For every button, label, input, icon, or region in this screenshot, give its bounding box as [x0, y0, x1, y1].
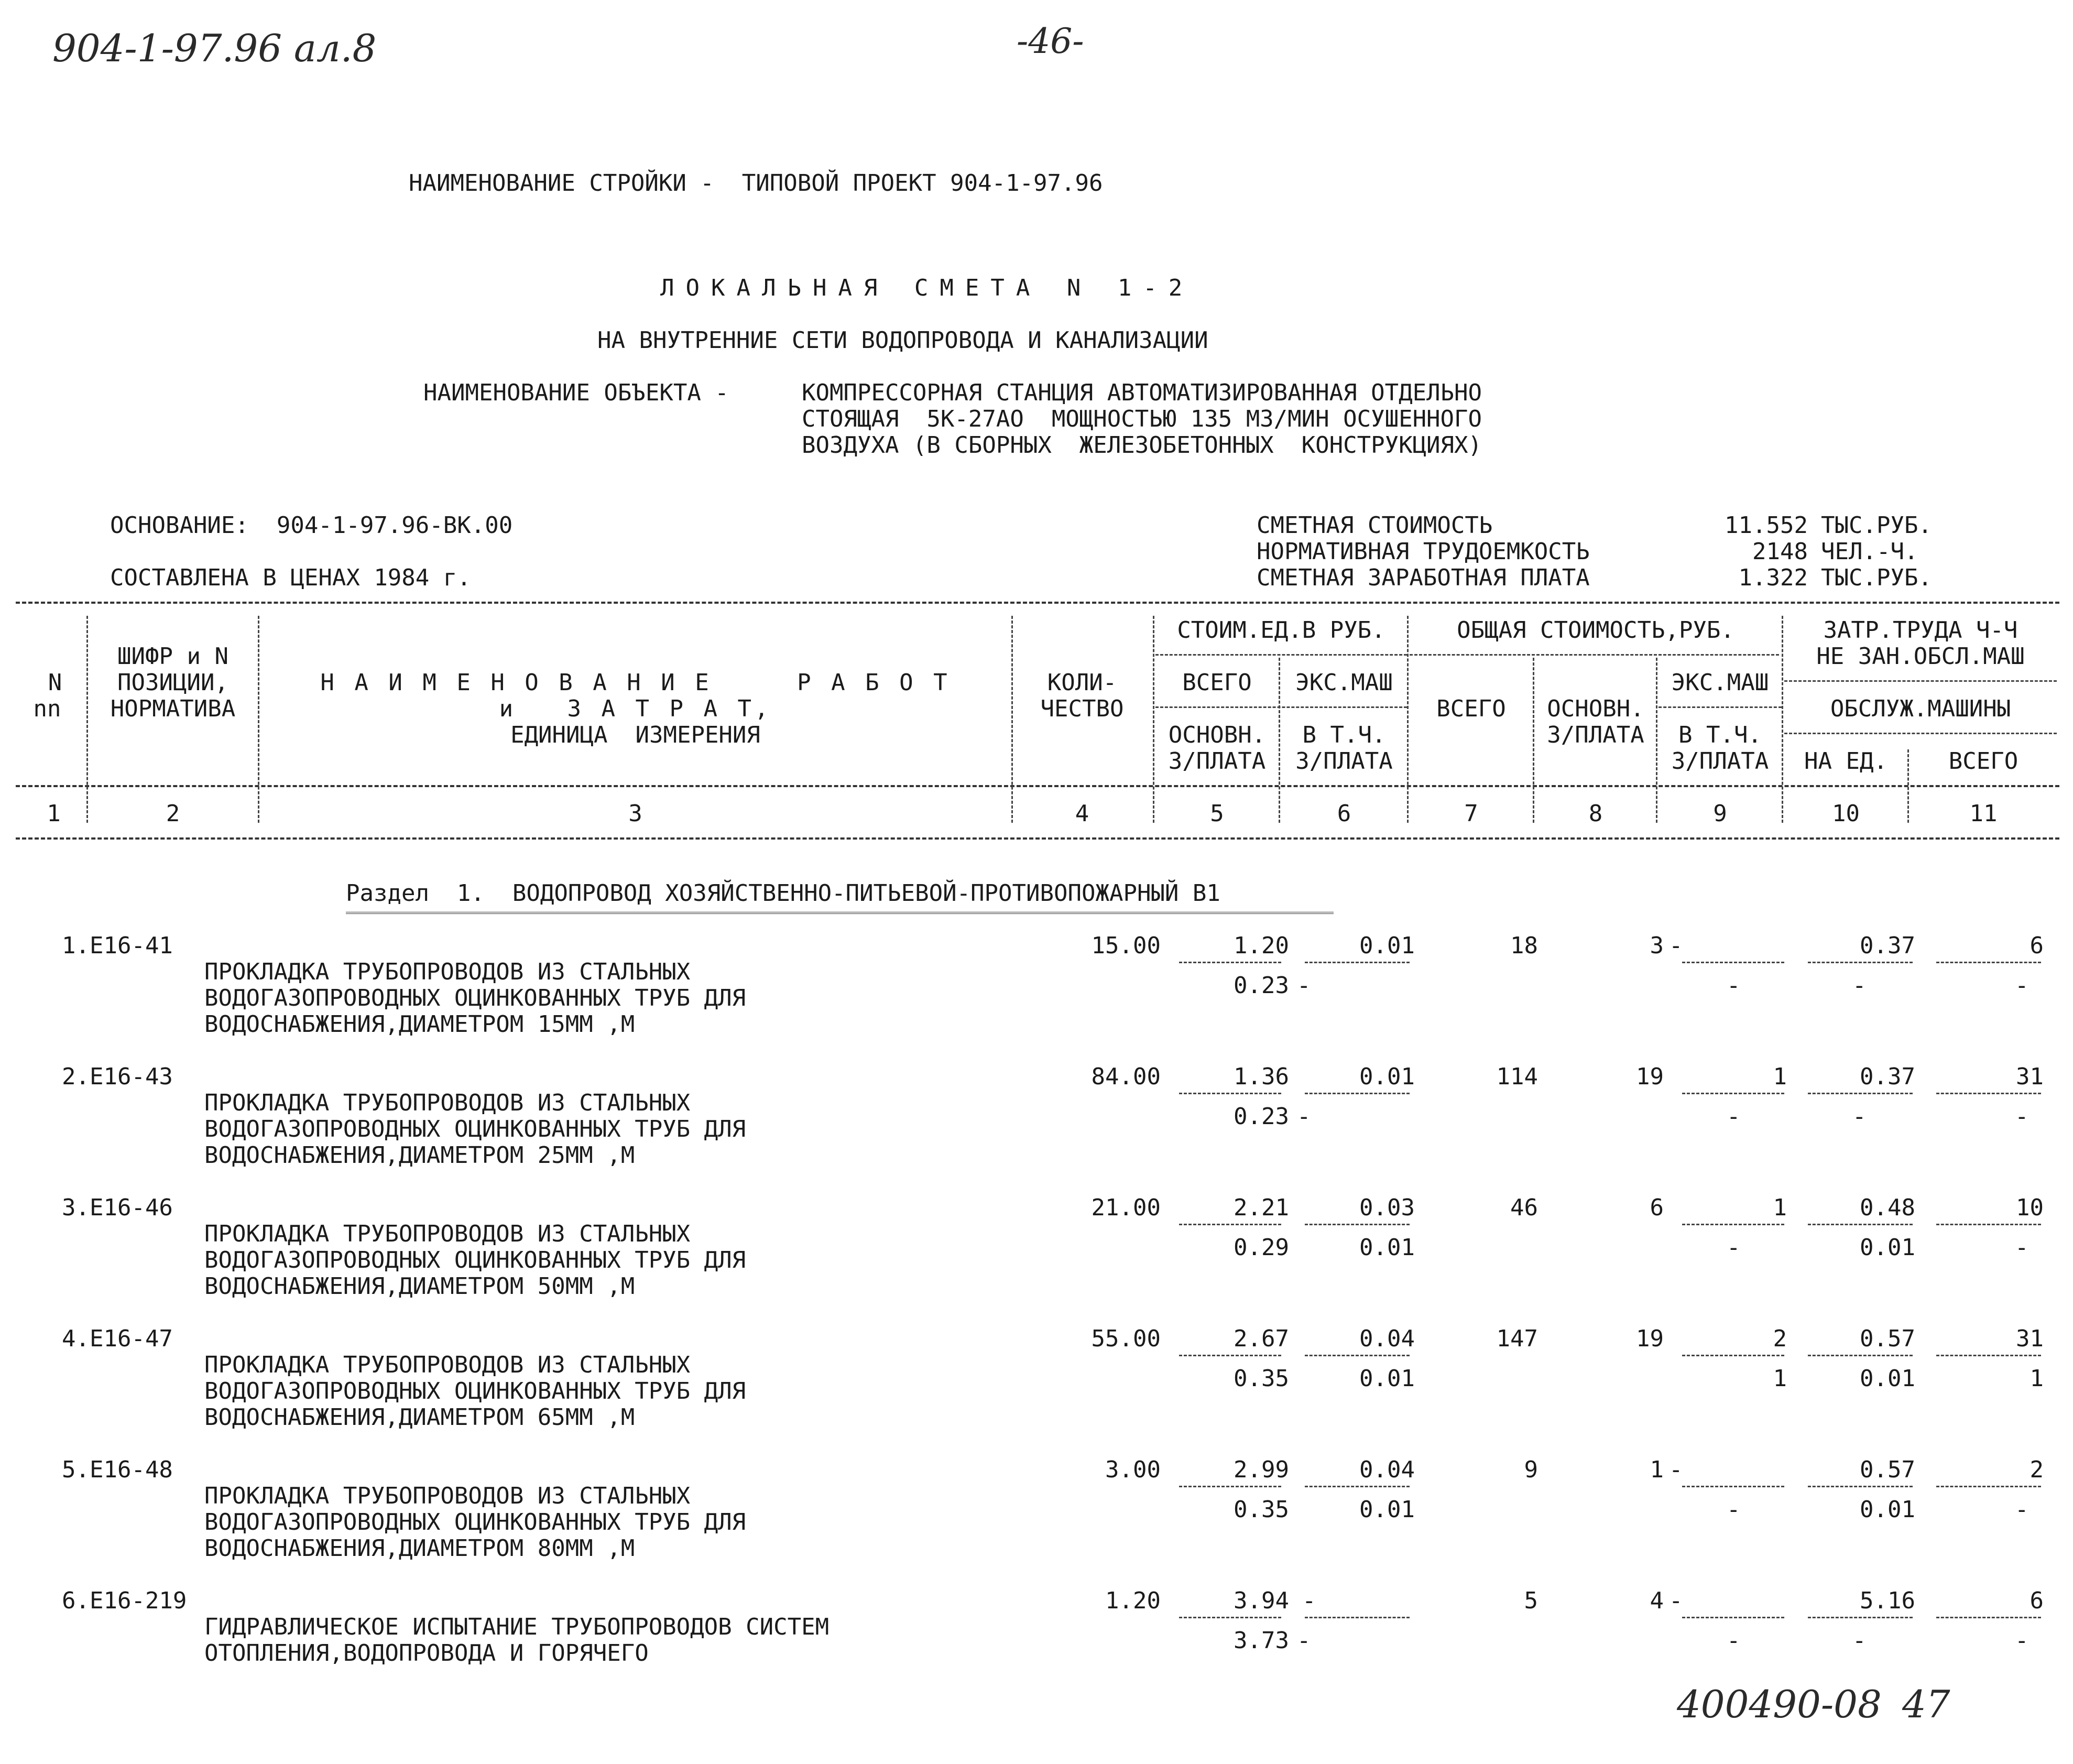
object-line-1: КОМПРЕССОРНАЯ СТАНЦИЯ АВТОМАТИЗИРОВАННАЯ ОТДЕЛЬНО: [802, 379, 1482, 406]
col-separator: [1907, 749, 1909, 823]
fraction-rule: [1936, 1486, 2041, 1487]
cell-unit-mach: -: [1302, 1587, 1316, 1614]
col-number: 7: [1464, 800, 1478, 827]
cell-unit-mach-wage: -: [1297, 972, 1311, 999]
col-separator: [1153, 616, 1154, 823]
cell-wage: 1: [1650, 1456, 1664, 1483]
col3-header: Н А И М Е Н О В А Н И Е Р А Б О Т: [320, 669, 951, 696]
cell-unit-wage: 0.35: [1234, 1496, 1289, 1523]
fraction-rule: [1682, 1093, 1784, 1094]
cell-lab-total: 2: [2030, 1456, 2044, 1483]
fraction-rule: [1682, 1224, 1784, 1225]
cell-lab-total: 6: [2030, 932, 2044, 959]
col1-header: nn: [33, 695, 61, 722]
work-description: ВОДОГАЗОПРОВОДНЫХ ОЦИНКОВАННЫХ ТРУБ ДЛЯ: [204, 1247, 746, 1273]
col-number: 2: [166, 800, 180, 827]
cell-unit-mach-wage: -: [1297, 1627, 1311, 1654]
cell-lab-total: 6: [2030, 1587, 2044, 1614]
object-line-2: СТОЯЩАЯ 5К-27АО МОЩНОСТЬЮ 135 М3/МИН ОСУШЕННОГО: [802, 406, 1482, 432]
header-bottom-rule: [16, 785, 2059, 787]
work-description: ПРОКЛАДКА ТРУБОПРОВОДОВ ИЗ СТАЛЬНЫХ: [204, 1221, 691, 1247]
col-separator: [86, 616, 88, 823]
col-number: 4: [1075, 800, 1089, 827]
col6-header: ЭКС.МАШ: [1295, 669, 1393, 696]
col-separator: [1407, 616, 1409, 823]
work-description: ПРОКЛАДКА ТРУБОПРОВОДОВ ИЗ СТАЛЬНЫХ: [204, 1352, 691, 1378]
cell-total: 147: [1496, 1325, 1538, 1352]
summary-value: 1.322: [1738, 564, 1808, 591]
cell-unit-mach-wage: 0.01: [1359, 1496, 1415, 1523]
cell-unit-wage: 0.23: [1234, 1103, 1289, 1130]
col3-header: ЕДИНИЦА ИЗМЕРЕНИЯ: [510, 722, 760, 748]
footer-page-handwritten: 47: [1902, 1682, 1950, 1726]
cell-mach: -: [1669, 1587, 1683, 1614]
cell-mach: 1: [1773, 1063, 1787, 1090]
cell-unit-total: 2.99: [1234, 1456, 1289, 1483]
fraction-rule: [1682, 962, 1784, 963]
summary-unit: ЧЕЛ.-Ч.: [1821, 538, 1918, 565]
col5-header: ОСНОВН.: [1168, 722, 1266, 748]
cell-lab-total: 31: [2016, 1325, 2044, 1352]
summary-label: СМЕТНАЯ СТОИМОСТЬ: [1257, 512, 1493, 539]
fraction-rule: [1179, 1617, 1281, 1618]
object-line-3: ВОЗДУХА (В СБОРНЫХ ЖЕЛЕЗОБЕТОННЫХ КОНСТРУКЦИЯХ): [802, 432, 1482, 459]
fraction-rule: [1179, 1093, 1281, 1094]
cell-mach-wage: -: [1727, 1627, 1741, 1654]
cell-wage: 19: [1636, 1325, 1664, 1352]
document-title: ЛОКАЛЬНАЯ СМЕТА N 1-2: [660, 275, 1194, 301]
cell-mach-lab-total: -: [2015, 972, 2029, 999]
cell-qty: 3.00: [1105, 1456, 1161, 1483]
col-separator: [258, 616, 259, 823]
cell-wage: 4: [1650, 1587, 1664, 1614]
cell-total: 114: [1496, 1063, 1538, 1090]
footer-ref-handwritten: 400490-08: [1677, 1682, 1882, 1726]
cell-total: 18: [1510, 932, 1538, 959]
fraction-rule: [1808, 1093, 1913, 1094]
col8-header: З/ПЛАТА: [1547, 722, 1644, 748]
fraction-rule: [1936, 1093, 2041, 1094]
cell-mach-wage: -: [1727, 1496, 1741, 1523]
fraction-rule: [1305, 1093, 1410, 1094]
group-rule: [1659, 706, 1782, 708]
position-code: 1.Е16-41: [62, 932, 173, 959]
group-rule: [1155, 654, 1407, 656]
group-rule: [1410, 654, 1779, 656]
fraction-rule: [1179, 1355, 1281, 1356]
cell-mach: 1: [1773, 1194, 1787, 1221]
cell-mach-wage: -: [1727, 1234, 1741, 1261]
fraction-rule: [1682, 1355, 1784, 1356]
work-description: ВОДОГАЗОПРОВОДНЫХ ОЦИНКОВАННЫХ ТРУБ ДЛЯ: [204, 1378, 746, 1404]
work-description: ГИДРАВЛИЧЕСКОЕ ИСПЫТАНИЕ ТРУБОПРОВОДОВ СИСТЕМ: [204, 1614, 830, 1640]
col-separator: [1279, 658, 1280, 823]
group-rule: [1784, 680, 2057, 682]
col-separator: [1011, 616, 1013, 823]
col-number: 10: [1832, 800, 1860, 827]
work-description: ВОДОГАЗОПРОВОДНЫХ ОЦИНКОВАННЫХ ТРУБ ДЛЯ: [204, 1509, 746, 1536]
cell-unit-mach: 0.04: [1359, 1325, 1415, 1352]
col4-header: КОЛИ-: [1047, 669, 1117, 696]
cell-mach-lab-total: -: [2015, 1234, 2029, 1261]
cell-qty: 84.00: [1091, 1063, 1161, 1090]
cell-total: 46: [1510, 1194, 1538, 1221]
cell-qty: 21.00: [1091, 1194, 1161, 1221]
col4-header: ЧЕСТВО: [1040, 695, 1124, 722]
col6-header: З/ПЛАТА: [1295, 748, 1393, 775]
work-description: ВОДОГАЗОПРОВОДНЫХ ОЦИНКОВАННЫХ ТРУБ ДЛЯ: [204, 1116, 746, 1142]
position-code: 3.Е16-46: [62, 1194, 173, 1221]
col-separator: [1656, 658, 1657, 823]
cell-unit-wage: 3.73: [1234, 1627, 1289, 1654]
cell-mach: 2: [1773, 1325, 1787, 1352]
work-description: ОТОПЛЕНИЯ,ВОДОПРОВОДА И ГОРЯЧЕГО: [204, 1640, 649, 1667]
numbers-bottom-rule: [16, 837, 2059, 840]
cell-wage: 19: [1636, 1063, 1664, 1090]
fraction-rule: [1179, 962, 1281, 963]
cell-unit-wage: 0.29: [1234, 1234, 1289, 1261]
col2-header: ПОЗИЦИИ,: [117, 669, 228, 696]
col9-header: В Т.Ч.: [1678, 722, 1762, 748]
cell-wage: 3: [1650, 932, 1664, 959]
work-description: ПРОКЛАДКА ТРУБОПРОВОДОВ ИЗ СТАЛЬНЫХ: [204, 1483, 691, 1509]
position-code: 4.Е16-47: [62, 1325, 173, 1352]
fraction-rule: [1808, 1486, 1913, 1487]
fraction-rule: [1936, 1224, 2041, 1225]
col-number: 9: [1713, 800, 1727, 827]
cell-mach-wage: -: [1727, 1103, 1741, 1130]
price-base: СОСТАВЛЕНА В ЦЕНАХ 1984 г.: [110, 564, 471, 591]
fraction-rule: [1682, 1617, 1784, 1618]
fraction-rule: [1808, 1355, 1913, 1356]
position-code: 5.Е16-48: [62, 1456, 173, 1483]
fraction-rule: [1808, 1224, 1913, 1225]
cell-qty: 1.20: [1105, 1587, 1161, 1614]
col5-header: ВСЕГО: [1182, 669, 1252, 696]
cell-mach: -: [1669, 932, 1683, 959]
labor-group-header: ОБСЛУЖ.МАШИНЫ: [1830, 695, 2011, 722]
col-number: 5: [1210, 800, 1224, 827]
col8-header: ОСНОВН.: [1547, 695, 1644, 722]
cell-total: 5: [1524, 1587, 1538, 1614]
col6-header: В Т.Ч.: [1302, 722, 1386, 748]
cell-mach-wage: -: [1727, 972, 1741, 999]
fraction-rule: [1936, 1617, 2041, 1618]
summary-unit: ТЫС.РУБ.: [1821, 512, 1932, 539]
section-title: Раздел 1. ВОДОПРОВОД ХОЗЯЙСТВЕННО-ПИТЬЕВОЙ-ПРОТИВОПОЖАРНЫЙ В1: [346, 880, 1220, 907]
col2-header: ШИФР и N: [117, 643, 228, 670]
group-rule: [1784, 733, 2057, 734]
fraction-rule: [1936, 1355, 2041, 1356]
page-number: -46-: [1017, 21, 1084, 61]
cell-total: 9: [1524, 1456, 1538, 1483]
cell-mach-lab-total: -: [2015, 1103, 2029, 1130]
fraction-rule: [1936, 962, 2041, 963]
work-description: ВОДОГАЗОПРОВОДНЫХ ОЦИНКОВАННЫХ ТРУБ ДЛЯ: [204, 985, 746, 1011]
construction-name: НАИМЕНОВАНИЕ СТРОЙКИ - ТИПОВОЙ ПРОЕКТ 904-1-97.96: [409, 170, 1103, 197]
cell-mach-lab-total: 1: [2030, 1365, 2044, 1392]
fraction-rule: [1808, 962, 1913, 963]
col7-header: ВСЕГО: [1436, 695, 1506, 722]
position-code: 6.Е16-219: [62, 1587, 187, 1614]
col-number: 11: [1969, 800, 1998, 827]
work-description: ВОДОСНАБЖЕНИЯ,ДИАМЕТРОМ 15ММ ,М: [204, 1011, 635, 1038]
position-code: 2.Е16-43: [62, 1063, 173, 1090]
cell-unit-wage: 0.23: [1234, 972, 1289, 999]
cell-lab-unit: 5.16: [1860, 1587, 1915, 1614]
cell-unit-mach: 0.04: [1359, 1456, 1415, 1483]
labor-group-header: НЕ ЗАН.ОБСЛ.МАШ: [1816, 643, 2025, 670]
col1-header: N: [48, 669, 62, 696]
col-number: 8: [1588, 800, 1603, 827]
cell-lab-unit: 0.57: [1860, 1325, 1915, 1352]
cell-unit-mach-wage: -: [1297, 1103, 1311, 1130]
fraction-rule: [1179, 1486, 1281, 1487]
col-number: 6: [1337, 800, 1351, 827]
cell-unit-total: 1.20: [1234, 932, 1289, 959]
cell-unit-wage: 0.35: [1234, 1365, 1289, 1392]
cell-mach-lab-unit: -: [1852, 1103, 1867, 1130]
fraction-rule: [1808, 1617, 1913, 1618]
fraction-rule: [1305, 1224, 1410, 1225]
cell-qty: 55.00: [1091, 1325, 1161, 1352]
fraction-rule: [1305, 1617, 1410, 1618]
cell-lab-unit: 0.37: [1860, 932, 1915, 959]
fraction-rule: [1179, 1224, 1281, 1225]
cell-lab-unit: 0.48: [1860, 1194, 1915, 1221]
col10-header: НА ЕД.: [1804, 748, 1887, 775]
work-description: ВОДОСНАБЖЕНИЯ,ДИАМЕТРОМ 50ММ ,М: [204, 1273, 635, 1300]
summary-value: 11.552: [1725, 512, 1808, 539]
summary-label: СМЕТНАЯ ЗАРАБОТНАЯ ПЛАТА: [1257, 564, 1590, 591]
work-description: ПРОКЛАДКА ТРУБОПРОВОДОВ ИЗ СТАЛЬНЫХ: [204, 1090, 691, 1116]
cell-unit-total: 2.21: [1234, 1194, 1289, 1221]
cell-qty: 15.00: [1091, 932, 1161, 959]
cell-mach-wage: 1: [1773, 1365, 1787, 1392]
work-description: ВОДОСНАБЖЕНИЯ,ДИАМЕТРОМ 80ММ ,М: [204, 1535, 635, 1562]
fraction-rule: [1682, 1486, 1784, 1487]
section-underline: [346, 912, 1334, 914]
fraction-rule: [1305, 1486, 1410, 1487]
col2-header: НОРМАТИВА: [110, 695, 236, 722]
work-description: ВОДОСНАБЖЕНИЯ,ДИАМЕТРОМ 65ММ ,М: [204, 1404, 635, 1431]
work-description: ВОДОСНАБЖЕНИЯ,ДИАМЕТРОМ 25ММ ,М: [204, 1142, 635, 1169]
col11-header: ВСЕГО: [1948, 748, 2019, 775]
cell-unit-total: 2.67: [1234, 1325, 1289, 1352]
document-subtitle: НА ВНУТРЕННИЕ СЕТИ ВОДОПРОВОДА И КАНАЛИЗАЦИИ: [597, 327, 1208, 354]
col5-header: З/ПЛАТА: [1168, 748, 1266, 775]
fraction-rule: [1305, 1355, 1410, 1356]
cell-unit-mach-wage: 0.01: [1359, 1234, 1415, 1261]
cell-mach-lab-unit: 0.01: [1860, 1234, 1915, 1261]
col3-header: и З А Т Р А Т,: [499, 695, 772, 722]
unit-cost-group-header: СТОИМ.ЕД.В РУБ.: [1177, 617, 1385, 644]
cell-unit-mach: 0.01: [1359, 1063, 1415, 1090]
cell-lab-total: 10: [2016, 1194, 2044, 1221]
summary-label: НОРМАТИВНАЯ ТРУДОЕМКОСТЬ: [1257, 538, 1590, 565]
cell-mach: -: [1669, 1456, 1683, 1483]
cell-unit-total: 3.94: [1234, 1587, 1289, 1614]
summary-unit: ТЫС.РУБ.: [1821, 564, 1932, 591]
cell-mach-lab-unit: -: [1852, 1627, 1867, 1654]
object-label: НАИМЕНОВАНИЕ ОБЪЕКТА -: [423, 379, 729, 406]
cell-unit-total: 1.36: [1234, 1063, 1289, 1090]
cell-mach-lab-unit: -: [1852, 972, 1867, 999]
cell-mach-lab-unit: 0.01: [1860, 1496, 1915, 1523]
cell-lab-unit: 0.57: [1860, 1456, 1915, 1483]
cell-mach-lab-total: -: [2015, 1627, 2029, 1654]
cell-lab-unit: 0.37: [1860, 1063, 1915, 1090]
cell-unit-mach: 0.01: [1359, 932, 1415, 959]
col9-header: ЭКС.МАШ: [1671, 669, 1769, 696]
labor-group-header: ЗАТР.ТРУДА Ч-Ч: [1823, 617, 2018, 644]
col-number: 3: [628, 800, 642, 827]
fraction-rule: [1305, 962, 1410, 963]
cell-unit-mach: 0.03: [1359, 1194, 1415, 1221]
cell-lab-total: 31: [2016, 1063, 2044, 1090]
work-description: ПРОКЛАДКА ТРУБОПРОВОДОВ ИЗ СТАЛЬНЫХ: [204, 959, 691, 985]
cell-wage: 6: [1650, 1194, 1664, 1221]
doc-ref-handwritten: 904-1-97.96 ал.8: [52, 26, 377, 70]
basis: ОСНОВАНИЕ: 904-1-97.96-ВК.00: [110, 512, 513, 539]
col9-header: З/ПЛАТА: [1671, 748, 1769, 775]
cell-mach-lab-unit: 0.01: [1860, 1365, 1915, 1392]
col-number: 1: [47, 800, 61, 827]
summary-value: 2148: [1752, 538, 1808, 565]
total-cost-group-header: ОБЩАЯ СТОИМОСТЬ,РУБ.: [1457, 617, 1734, 644]
group-rule: [1155, 706, 1407, 708]
col-separator: [1533, 658, 1534, 823]
col-separator: [1782, 616, 1783, 823]
cell-mach-lab-total: -: [2015, 1496, 2029, 1523]
cell-unit-mach-wage: 0.01: [1359, 1365, 1415, 1392]
table-top-rule: [16, 602, 2059, 604]
